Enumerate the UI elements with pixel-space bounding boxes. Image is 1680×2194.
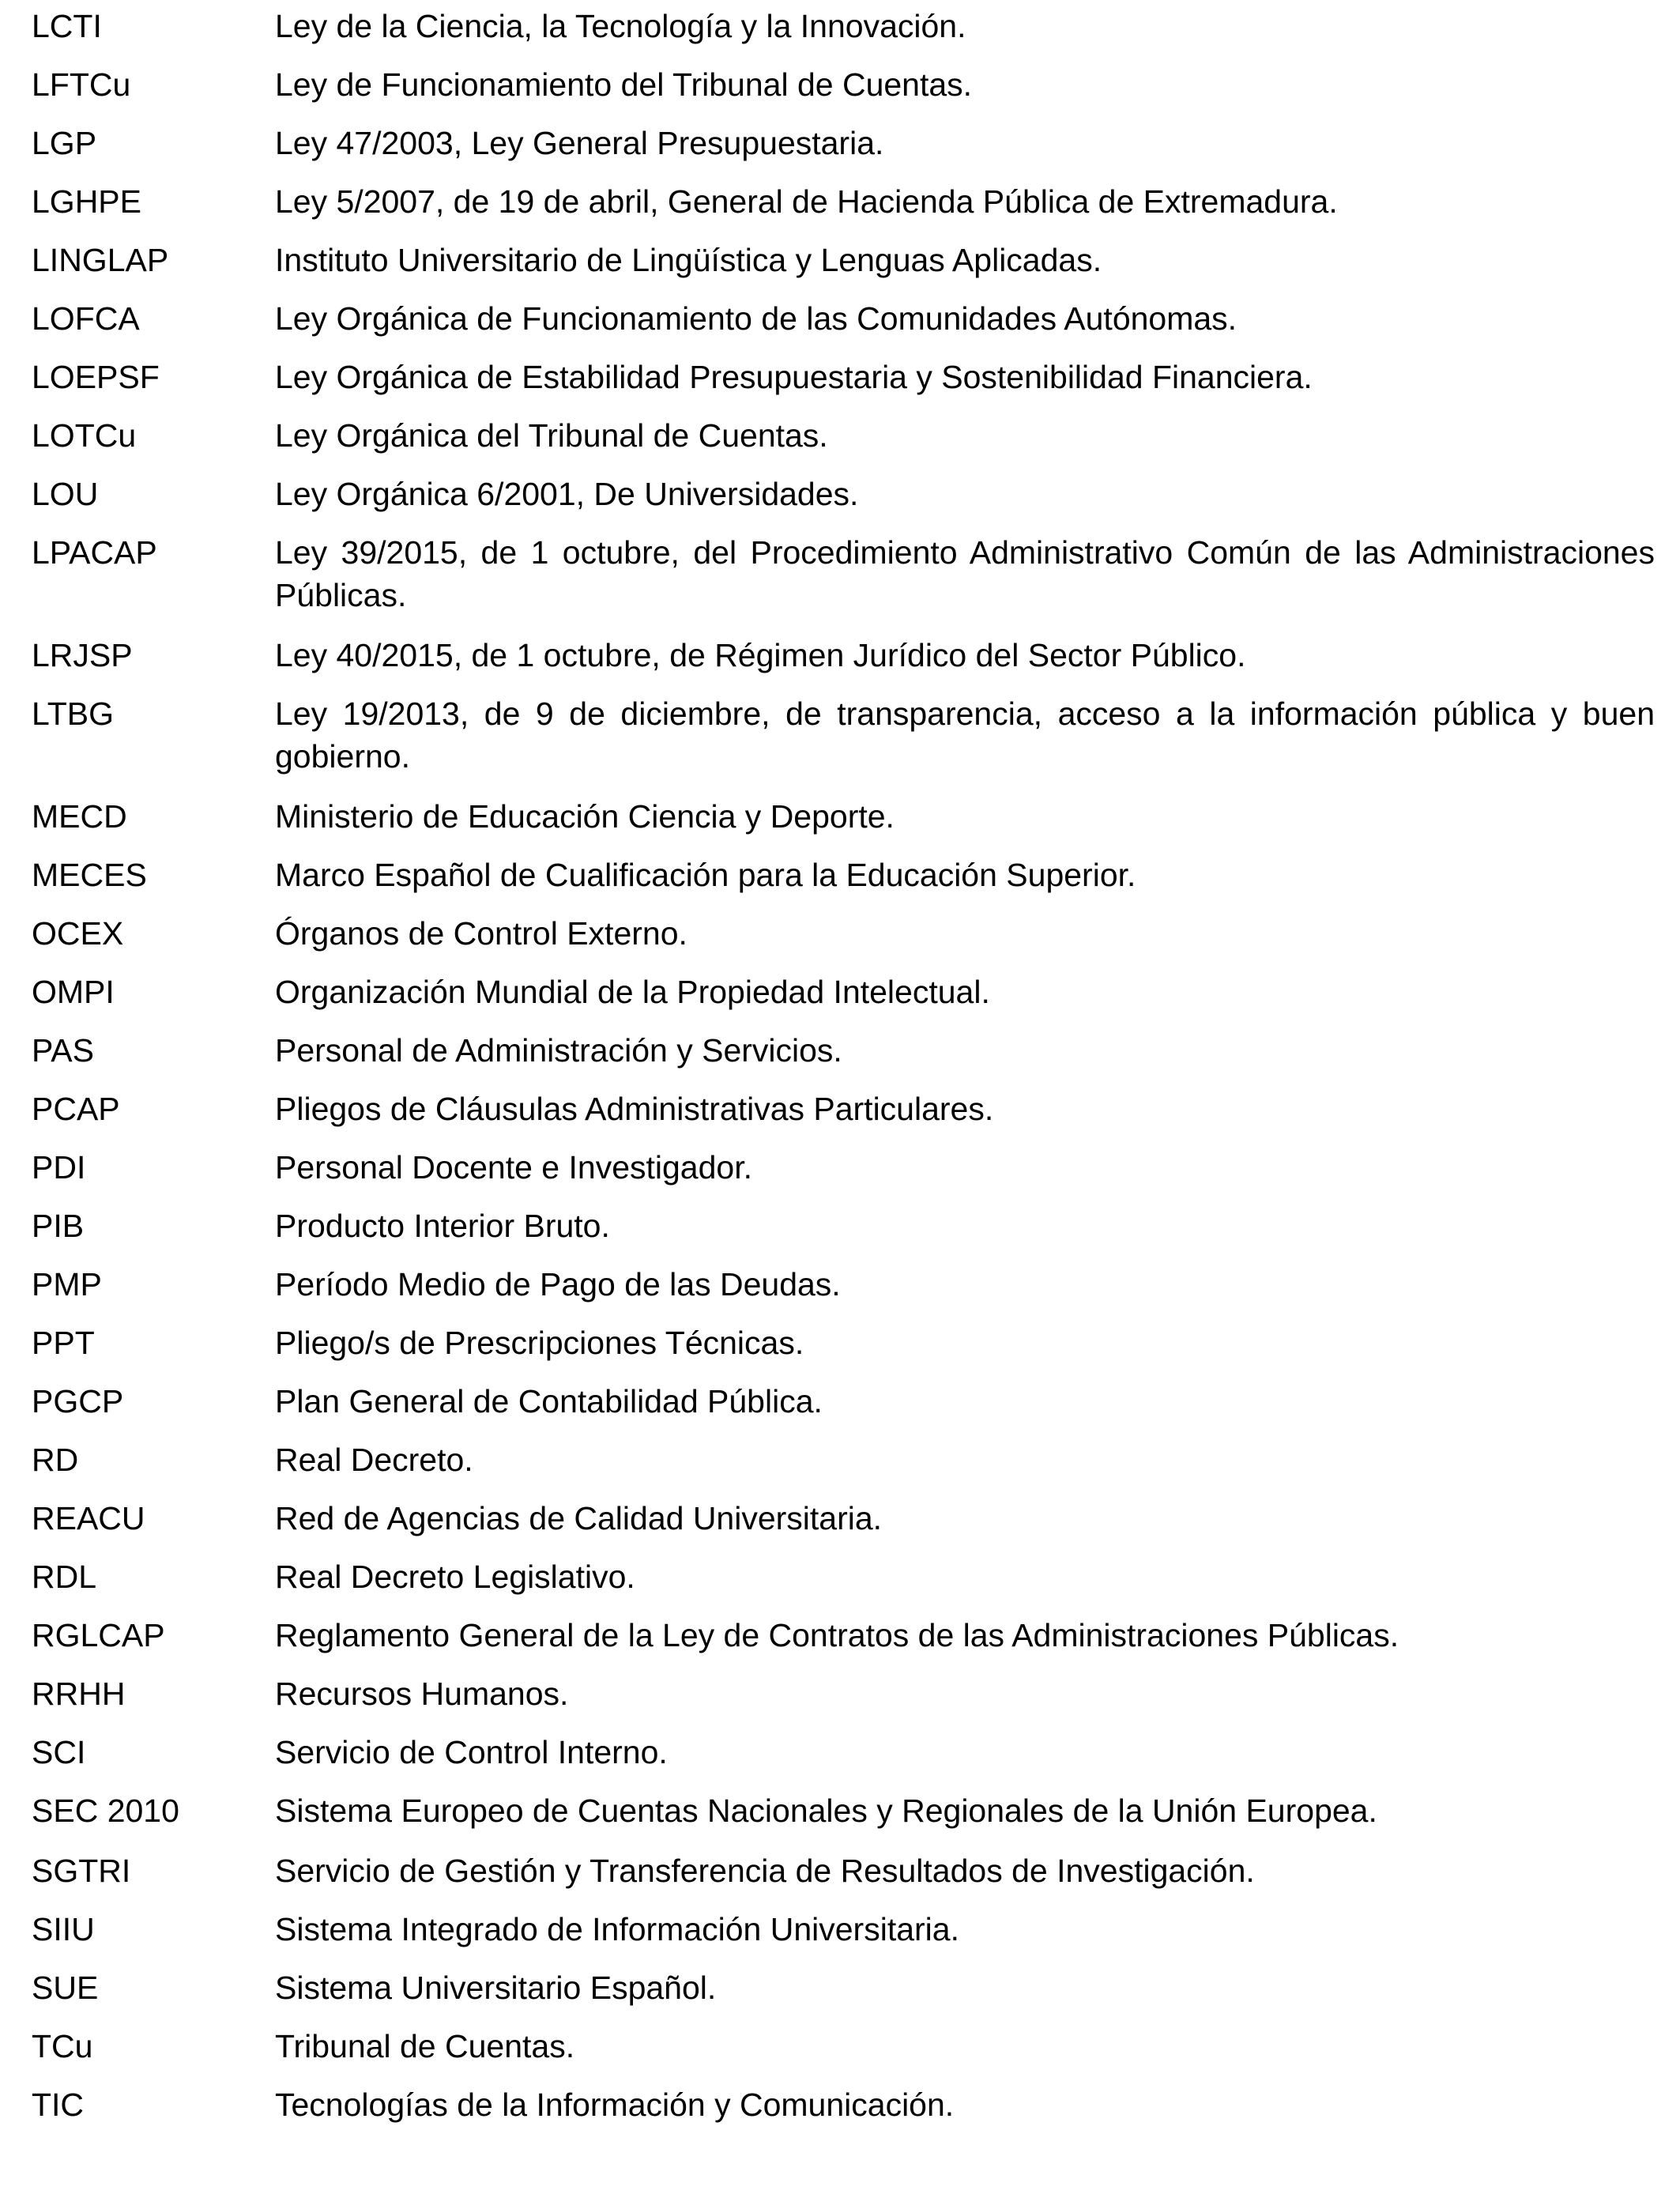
abbreviation: TIC: [32, 2087, 85, 2123]
list-item: [32, 1672, 1655, 1715]
definition: Real Decreto Legislativo.: [275, 1559, 635, 1595]
abbreviation: MECD: [32, 798, 127, 835]
definition: Red de Agencias de Calidad Universitaria.: [275, 1500, 883, 1536]
abbreviation: SUE: [32, 1970, 99, 2006]
abbreviation: LOTCu: [32, 417, 137, 454]
definition: Órganos de Control Externo.: [275, 915, 687, 952]
definition: Ley Orgánica de Funcionamiento de las Comunidades Autónomas.: [275, 300, 1237, 337]
abbreviation: PIB: [32, 1208, 85, 1244]
list-item: [32, 1789, 1655, 1832]
definition: Producto Interior Bruto.: [275, 1208, 610, 1244]
abbreviation: OMPI: [32, 974, 115, 1010]
abbreviation: SCI: [32, 1734, 86, 1770]
abbreviation: LGHPE: [32, 183, 141, 220]
list-item: [32, 1029, 1655, 1072]
definition: Ley de Funcionamiento del Tribunal de Cuentas.: [275, 66, 973, 103]
definition: Servicio de Control Interno.: [275, 1734, 668, 1770]
list-item: [32, 854, 1655, 896]
abbreviation: RGLCAP: [32, 1617, 165, 1653]
abbreviation: PAS: [32, 1032, 94, 1069]
abbreviation: SEC 2010: [32, 1793, 179, 1829]
list-item: [32, 1321, 1655, 1364]
definition: Personal de Administración y Servicios.: [275, 1032, 842, 1069]
abbreviations-list: [32, 5, 1655, 2142]
definition: Recursos Humanos.: [275, 1676, 569, 1712]
definition: Ministerio de Educación Ciencia y Deporte.: [275, 798, 895, 835]
list-item: [32, 1380, 1655, 1423]
definition: Sistema Integrado de Información Universitaria.: [275, 1911, 959, 1947]
definition: Ley 39/2015, de 1 octubre, del Procedimiento Administrativo Común de las Administraciones Públicas.: [275, 534, 1655, 613]
definition: Ley Orgánica de Estabilidad Presupuestaria y Sostenibilidad Financiera.: [275, 359, 1313, 395]
list-item: [32, 239, 1655, 281]
definition: Marco Español de Cualificación para la Educación Superior.: [275, 857, 1136, 893]
list-item: [32, 1731, 1655, 1774]
abbreviation: LFTCu: [32, 66, 131, 103]
definition: Personal Docente e Investigador.: [275, 1149, 752, 1186]
list-item: [32, 2025, 1655, 2068]
list-item: [32, 63, 1655, 106]
list-item: [32, 1497, 1655, 1540]
abbreviation: LINGLAP: [32, 242, 169, 278]
abbreviation: LOU: [32, 476, 99, 512]
abbreviation: OCEX: [32, 915, 124, 952]
definition: Ley 5/2007, de 19 de abril, General de Hacienda Pública de Extremadura.: [275, 183, 1338, 220]
abbreviation: RRHH: [32, 1676, 126, 1712]
list-item: [32, 122, 1655, 164]
list-item: [32, 180, 1655, 223]
list-item: [32, 795, 1655, 838]
list-item: [32, 912, 1655, 955]
definition: Real Decreto.: [275, 1442, 473, 1478]
abbreviation: RD: [32, 1442, 79, 1478]
definition: Tecnologías de la Información y Comunicación.: [275, 2087, 955, 2123]
list-item: [32, 1204, 1655, 1247]
definition: Ley 19/2013, de 9 de diciembre, de transparencia, acceso a la información pública y buen gobierno.: [275, 696, 1655, 775]
list-item: [32, 1146, 1655, 1189]
abbreviation: PMP: [32, 1266, 102, 1302]
definition: Período Medio de Pago de las Deudas.: [275, 1266, 841, 1302]
definition: Pliego/s de Prescripciones Técnicas.: [275, 1325, 804, 1361]
definition: Instituto Universitario de Lingüística y Lenguas Aplicadas.: [275, 242, 1102, 278]
abbreviation: RDL: [32, 1559, 97, 1595]
list-item: [32, 634, 1655, 677]
definition: Ley Orgánica del Tribunal de Cuentas.: [275, 417, 828, 454]
list-item: [32, 1088, 1655, 1130]
abbreviation: PCAP: [32, 1091, 120, 1127]
list-item: [32, 297, 1655, 340]
definition: Sistema Europeo de Cuentas Nacionales y Regionales de la Unión Europea.: [275, 1793, 1377, 1829]
definition: Ley 47/2003, Ley General Presupuestaria.: [275, 125, 884, 161]
definition: Tribunal de Cuentas.: [275, 2028, 575, 2064]
abbreviation: LRJSP: [32, 637, 133, 673]
abbreviation: PGCP: [32, 1383, 124, 1419]
definition: Sistema Universitario Español.: [275, 1970, 717, 2006]
list-item: [32, 1908, 1655, 1951]
list-item: [32, 1966, 1655, 2009]
list-item: [32, 473, 1655, 515]
abbreviation: LPACAP: [32, 534, 157, 571]
list-item: [32, 1614, 1655, 1657]
definition: Pliegos de Cláusulas Administrativas Particulares.: [275, 1091, 994, 1127]
abbreviation: SIIU: [32, 1911, 95, 1947]
abbreviation: REACU: [32, 1500, 145, 1536]
list-item: [32, 414, 1655, 457]
abbreviation: TCu: [32, 2028, 93, 2064]
list-item: [32, 1555, 1655, 1598]
definition: Ley de la Ciencia, la Tecnología y la Innovación.: [275, 8, 966, 44]
definition: Ley Orgánica 6/2001, De Universidades.: [275, 476, 859, 512]
abbreviation: LTBG: [32, 696, 115, 732]
definition: Ley 40/2015, de 1 octubre, de Régimen Jurídico del Sector Público.: [275, 637, 1246, 673]
abbreviation: LGP: [32, 125, 97, 161]
definition: Plan General de Contabilidad Pública.: [275, 1383, 823, 1419]
list-item: [32, 531, 1655, 616]
definition: Organización Mundial de la Propiedad Intelectual.: [275, 974, 990, 1010]
list-item: [32, 5, 1655, 47]
list-item: [32, 1438, 1655, 1481]
abbreviation: PDI: [32, 1149, 86, 1186]
definition: Servicio de Gestión y Transferencia de Resultados de Investigación.: [275, 1853, 1255, 1889]
list-item: [32, 1263, 1655, 1306]
abbreviation: PPT: [32, 1325, 95, 1361]
list-item: [32, 356, 1655, 398]
abbreviation: LOEPSF: [32, 359, 160, 395]
list-item: [32, 971, 1655, 1013]
abbreviation: LCTI: [32, 8, 102, 44]
abbreviation: SGTRI: [32, 1853, 131, 1889]
list-item: [32, 1849, 1655, 1892]
list-item: [32, 692, 1655, 778]
abbreviation: MECES: [32, 857, 147, 893]
list-item: [32, 2083, 1655, 2126]
definition: Reglamento General de la Ley de Contratos de las Administraciones Públicas.: [275, 1617, 1399, 1653]
abbreviation: LOFCA: [32, 300, 140, 337]
